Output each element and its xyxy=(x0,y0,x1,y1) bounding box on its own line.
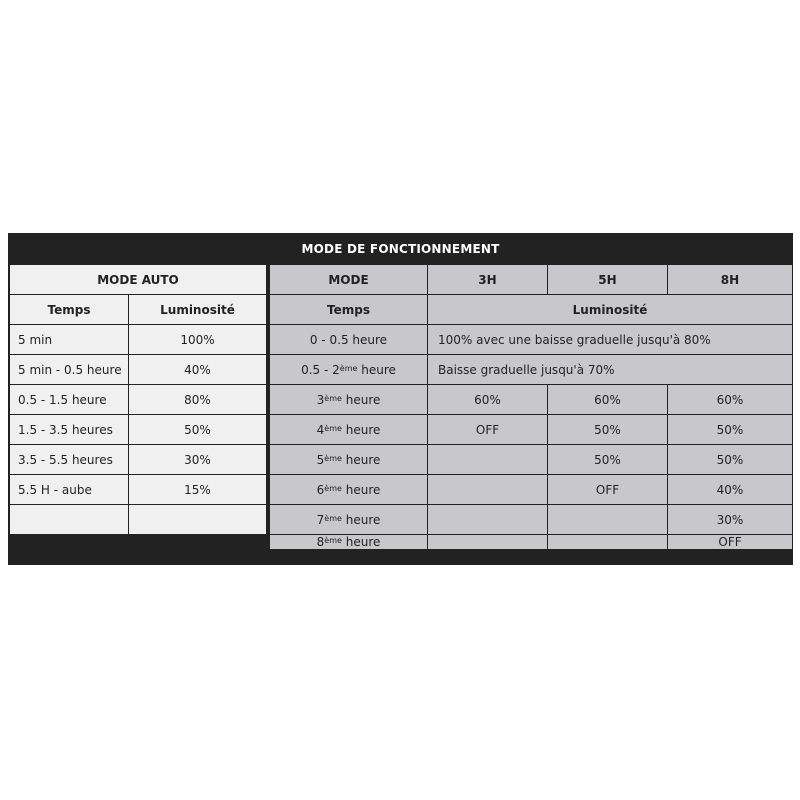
mode-time-cell: 0.5 - 2 $^{ème}$ heure xyxy=(270,355,427,384)
table-title: MODE DE FONCTIONNEMENT xyxy=(301,242,500,256)
header-5h: 5H xyxy=(548,265,667,294)
mode-luminosity-cell: 100% avec une baisse graduelle jusqu'à 80% xyxy=(428,325,792,354)
value-3h-cell: 60% xyxy=(428,385,547,414)
value-3h-cell xyxy=(428,445,547,474)
value-5h-cell xyxy=(548,535,667,549)
auto-mode-heading: MODE AUTO xyxy=(10,265,266,294)
mode-time-cell: 7 $^{ème}$ heure xyxy=(270,505,427,534)
mode-time-cell: 4 $^{ème}$ heure xyxy=(270,415,427,444)
header-8h: 8H xyxy=(668,265,792,294)
value-3h-cell xyxy=(428,535,547,549)
value-8h-cell: 50% xyxy=(668,445,792,474)
value-8h-cell: 60% xyxy=(668,385,792,414)
section-divider xyxy=(267,265,269,534)
auto-time-cell: 5 min - 0.5 heure xyxy=(10,355,128,384)
mode-luminosity-header: Luminosité xyxy=(428,295,792,324)
mode-time-cell: 8 $^{ème}$ heure xyxy=(270,535,427,549)
auto-time-cell: 3.5 - 5.5 heures xyxy=(10,445,128,474)
header-3h: 3H xyxy=(428,265,547,294)
value-5h-cell: 50% xyxy=(548,415,667,444)
auto-empty-cell xyxy=(129,505,266,534)
mode-time-cell: 5 $^{ème}$ heure xyxy=(270,445,427,474)
auto-time-header: Temps xyxy=(10,295,128,324)
auto-empty-cell xyxy=(10,505,128,534)
mode-time-header: Temps xyxy=(270,295,427,324)
value-8h-cell: OFF xyxy=(668,535,792,549)
value-8h-cell: 30% xyxy=(668,505,792,534)
mode-time-cell: 6 $^{ème}$ heure xyxy=(270,475,427,504)
auto-luminosity-cell: 80% xyxy=(129,385,266,414)
auto-luminosity-cell: 50% xyxy=(129,415,266,444)
value-3h-cell xyxy=(428,505,547,534)
mode-time-cell: 0 - 0.5 heure xyxy=(270,325,427,354)
auto-time-cell: 5 min xyxy=(10,325,128,354)
value-5h-cell: 60% xyxy=(548,385,667,414)
mode-time-cell: 3 $^{ème}$ heure xyxy=(270,385,427,414)
auto-luminosity-cell: 15% xyxy=(129,475,266,504)
value-3h-cell: OFF xyxy=(428,415,547,444)
auto-time-cell: 0.5 - 1.5 heure xyxy=(10,385,128,414)
value-5h-cell: 50% xyxy=(548,445,667,474)
table-grid xyxy=(10,265,791,549)
auto-luminosity-cell: 30% xyxy=(129,445,266,474)
auto-time-cell: 5.5 H - aube xyxy=(10,475,128,504)
value-8h-cell: 40% xyxy=(668,475,792,504)
auto-luminosity-header: Luminosité xyxy=(129,295,266,324)
auto-time-cell: 1.5 - 3.5 heures xyxy=(10,415,128,444)
value-5h-cell: OFF xyxy=(548,475,667,504)
value-5h-cell xyxy=(548,505,667,534)
auto-luminosity-cell: 40% xyxy=(129,355,266,384)
mode-heading: MODE xyxy=(270,265,427,294)
value-8h-cell: 50% xyxy=(668,415,792,444)
mode-luminosity-cell: Baisse graduelle jusqu'à 70% xyxy=(428,355,792,384)
operating-mode-table xyxy=(8,233,793,565)
value-3h-cell xyxy=(428,475,547,504)
auto-luminosity-cell: 100% xyxy=(129,325,266,354)
